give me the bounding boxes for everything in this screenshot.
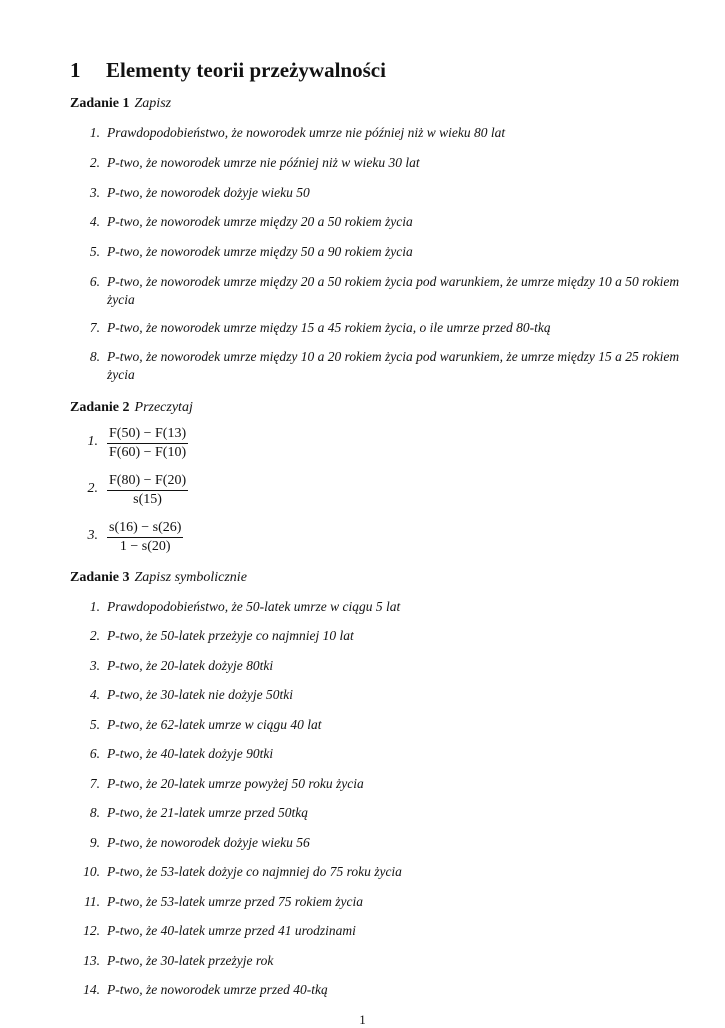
item-text: P-two, że 30-latek przeżyje rok	[107, 953, 274, 968]
fraction-numerator: F(50) − F(13)	[107, 425, 188, 444]
item-text: P-two, że 20-latek dożyje 80tki	[107, 658, 274, 673]
item-number: 2.	[89, 155, 100, 170]
item-number: 7.	[89, 776, 100, 791]
item-number: 2.	[89, 628, 100, 643]
item-text: P-two, że noworodek umrze między 20 a 50 rokiem życia pod warunkiem, że umrze między 10 a 50 rokiem życia	[107, 274, 680, 307]
fraction	[107, 425, 188, 462]
item-text: P-two, że noworodek umrze nie później niż w wieku 30 lat	[107, 155, 420, 170]
item-number: 5.	[89, 244, 100, 259]
item-number: 7.	[89, 320, 100, 335]
item-number: 8.	[89, 805, 100, 820]
item-text: P-two, że 50-latek przeżyje co najmniej 10 lat	[107, 628, 354, 643]
task-3-label: Zadanie 3	[70, 570, 130, 585]
item-number: 1.	[89, 125, 100, 140]
item-number: 11.	[84, 894, 100, 909]
task-2-instruction: Przeczytaj	[134, 400, 193, 415]
task-3-instruction: Zapisz symbolicznie	[134, 570, 247, 585]
item-number: 9.	[89, 835, 100, 850]
fraction-numerator: s(16) − s(26)	[107, 519, 183, 538]
item-number: 14.	[83, 982, 100, 997]
item-text: P-two, że 53-latek dożyje co najmniej do 75 roku życia	[107, 864, 402, 879]
item-text: P-two, że noworodek umrze między 15 a 45 rokiem życia, o ile umrze przed 80-tką	[107, 320, 551, 335]
item-number: 6.	[89, 746, 100, 761]
task-1-label: Zadanie 1	[70, 96, 130, 111]
item-text: P-two, że 21-latek umrze przed 50tką	[107, 805, 308, 820]
item-text: P-two, że 20-latek umrze powyżej 50 roku życia	[107, 776, 364, 791]
item-text: P-two, że noworodek umrze między 10 a 20 rokiem życia pod warunkiem, że umrze między 15 a 25 rokiem życia	[107, 349, 680, 382]
task-1-instruction: Zapisz	[134, 96, 172, 111]
item-number: 2.	[87, 481, 98, 496]
fraction-denominator: F(60) − F(10)	[109, 445, 187, 460]
task-2-heading	[70, 400, 193, 416]
item-number: 4.	[89, 687, 100, 702]
item-text: P-two, że 30-latek nie dożyje 50tki	[107, 687, 293, 702]
item-number: 5.	[89, 717, 100, 732]
item-text: Prawdopodobieństwo, że 50-latek umrze w ciągu 5 lat	[107, 599, 401, 614]
item-number: 6.	[89, 274, 100, 289]
item-text: P-two, że noworodek dożyje wieku 50	[107, 185, 310, 200]
item-number: 3.	[89, 658, 100, 673]
task-3-heading	[70, 570, 247, 586]
fraction	[107, 472, 188, 509]
task-2-label: Zadanie 2	[70, 400, 130, 415]
item-text: P-two, że 53-latek umrze przed 75 rokiem życia	[107, 894, 363, 909]
item-number: 12.	[83, 923, 100, 938]
item-text: P-two, że 62-latek umrze w ciągu 40 lat	[107, 717, 322, 732]
fraction-denominator: 1 − s(20)	[119, 539, 171, 554]
item-text: P-two, że 40-latek umrze przed 41 urodzinami	[107, 923, 356, 938]
page-number: 1	[359, 1012, 366, 1027]
item-number: 1.	[89, 599, 100, 614]
section-number: 1	[70, 58, 81, 82]
task-1-heading	[70, 96, 171, 112]
fraction	[107, 519, 183, 556]
item-number: 3.	[89, 185, 100, 200]
item-number: 1.	[87, 434, 98, 449]
section-title: Elementy teorii przeżywalności	[106, 58, 386, 82]
item-number: 4.	[89, 214, 100, 229]
item-text: P-two, że noworodek umrze między 50 a 90 rokiem życia	[107, 244, 413, 259]
item-number: 10.	[83, 864, 100, 879]
item-number: 13.	[83, 953, 100, 968]
item-number: 8.	[89, 349, 100, 364]
item-text: Prawdopodobieństwo, że noworodek umrze nie później niż w wieku 80 lat	[107, 125, 506, 140]
section-heading	[70, 58, 386, 83]
item-text: P-two, że 40-latek dożyje 90tki	[107, 746, 274, 761]
item-text: P-two, że noworodek umrze przed 40-tką	[107, 982, 328, 997]
item-number: 3.	[87, 528, 98, 543]
fraction-denominator: s(15)	[133, 492, 162, 507]
fraction-numerator: F(80) − F(20)	[107, 472, 188, 491]
item-text: P-two, że noworodek umrze między 20 a 50 rokiem życia	[107, 214, 413, 229]
item-text: P-two, że noworodek dożyje wieku 56	[107, 835, 310, 850]
